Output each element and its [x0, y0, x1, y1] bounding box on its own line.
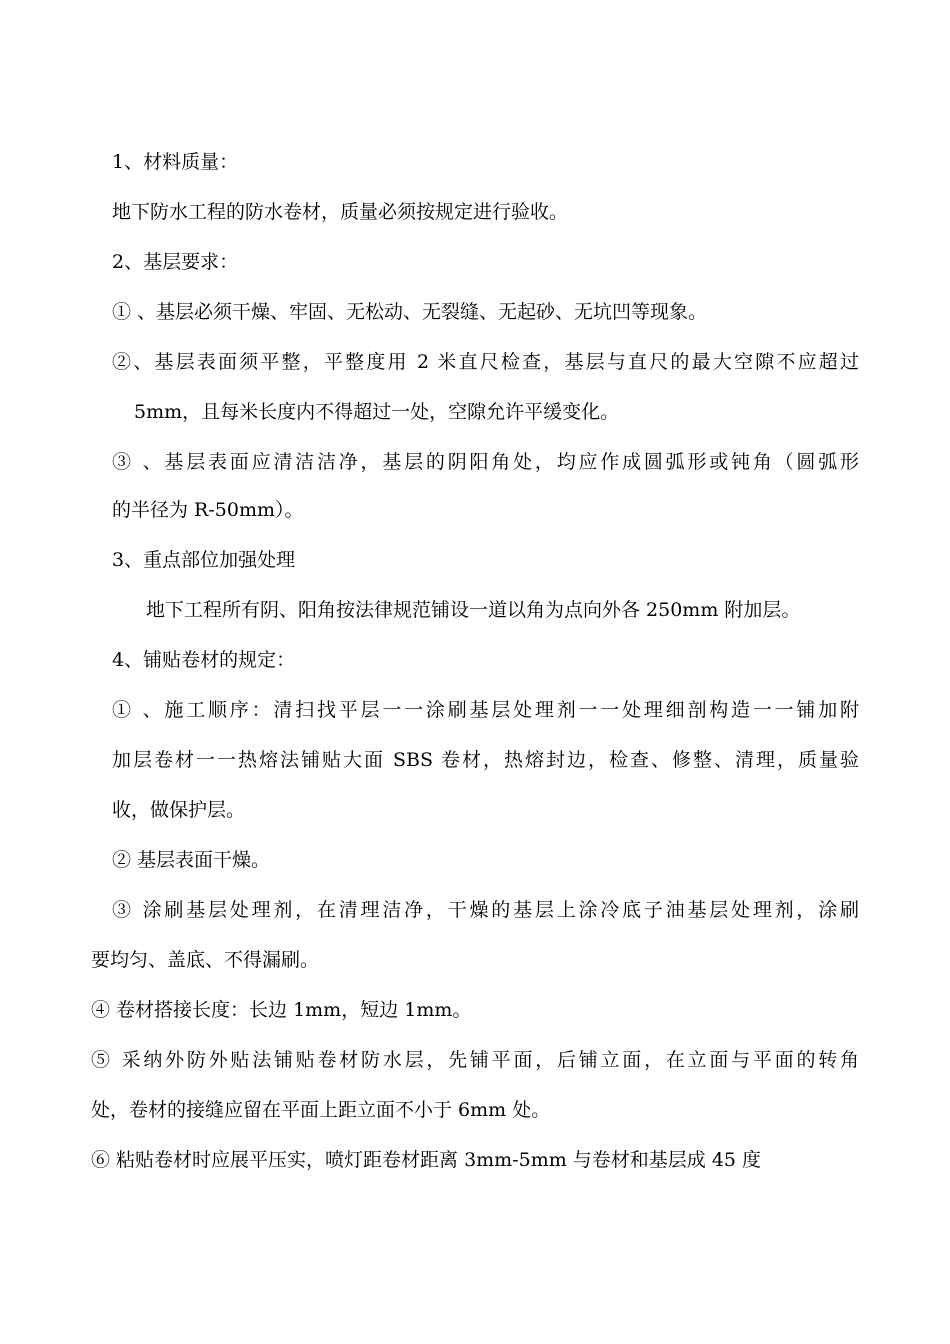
- paragraph-line: ③ 、基层表面应清洁洁净，基层的阴阳角处，均应作成圆弧形或钝角（圆弧形: [112, 451, 859, 473]
- paragraph-line: ⑥ 粘贴卷材时应展平压实，喷灯距卷材距离 3mm-5mm 与卷材和基层成 45 度: [91, 1149, 762, 1171]
- heading-material-quality: 1、材料质量：: [112, 151, 239, 173]
- paragraph-line: ②、基层表面须平整，平整度用 2 米直尺检查，基层与直尺的最大空隙不应超过: [112, 351, 859, 373]
- heading-membrane-rules: 4、铺贴卷材的规定：: [112, 649, 296, 671]
- paragraph-line: 要均匀、盖底、不得漏刷。: [91, 949, 320, 971]
- paragraph-line: ④ 卷材搭接长度：长边 1mm，短边 1mm。: [91, 999, 472, 1021]
- paragraph-line: ① 、施工顺序：清扫找平层一一涂刷基层处理剂一一处理细剖构造一一铺加附: [112, 699, 859, 721]
- paragraph-line: 5mm，且每米长度内不得超过一处，空隙允许平缓变化。: [134, 401, 620, 423]
- paragraph-line: 加层卷材一一热熔法铺贴大面 SBS 卷材，热熔封边，检查、修整、清理，质量验: [112, 749, 859, 771]
- paragraph-line: ② 基层表面干燥。: [112, 849, 271, 871]
- paragraph-line: ⑤ 采纳外防外贴法铺贴卷材防水层，先铺平面，后铺立面，在立面与平面的转角: [91, 1049, 859, 1071]
- paragraph-line: 的半径为 R-50mm）。: [112, 499, 304, 521]
- paragraph-line: ③ 涂刷基层处理剂，在清理洁净，干燥的基层上涂冷底子油基层处理剂，涂刷: [112, 899, 859, 921]
- paragraph-line: 处，卷材的接缝应留在平面上距立面不小于 6mm 处。: [91, 1099, 551, 1121]
- paragraph-line: 地下防水工程的防水卷材，质量必须按规定进行验收。: [112, 201, 569, 223]
- paragraph-line: ① 、基层必须干燥、牢固、无松动、无裂缝、无起砂、无坑凹等现象。: [112, 301, 708, 323]
- paragraph-line: 收，做保护层。: [112, 799, 246, 821]
- heading-key-reinforcement: 3、重点部位加强处理: [112, 549, 296, 571]
- paragraph-line: 地下工程所有阴、阳角按法律规范铺设一道以角为点向外各 250mm 附加层。: [146, 599, 801, 621]
- heading-base-requirements: 2、基层要求：: [112, 251, 239, 273]
